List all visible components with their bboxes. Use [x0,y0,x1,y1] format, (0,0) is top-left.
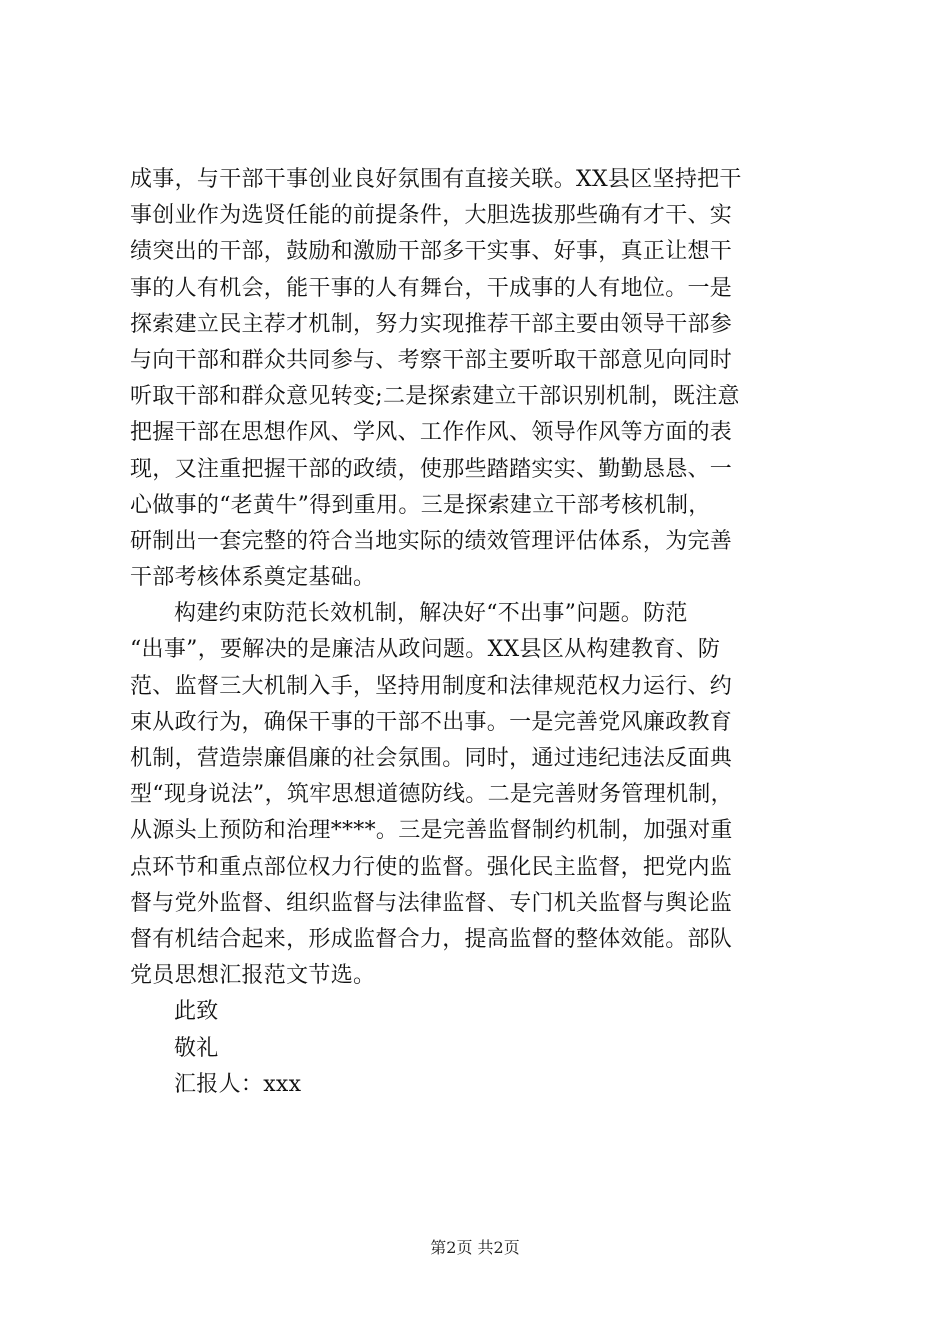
paragraph-line: 事的人有机会，能干事的人有舞台，干成事的人有地位。一是 [130,275,733,301]
paragraph-line: 干部考核体系奠定基础。 [130,565,376,591]
paragraph-line: 督与党外监督、组织监督与法律监督、专门机关监督与舆论监 [130,890,733,916]
paragraph-line: 从源头上预防和治理****。三是完善监督制约机制，加强对重 [130,818,733,844]
reporter-signature: 汇报人：xxx [174,1071,302,1097]
paragraph-line: 范、监督三大机制入手，坚持用制度和法律规范权力运行、约 [130,673,733,699]
paragraph-line: 心做事的“老黄牛”得到重用。三是探索建立干部考核机制， [130,492,711,518]
paragraph-line: 束从政行为，确保干事的干部不出事。一是完善党风廉政教育 [130,709,733,735]
paragraph-line: 绩突出的干部，鼓励和激励干部多干实事、好事，真正让想干 [130,239,733,265]
closing-regards: 敬礼 [174,1035,219,1061]
paragraph-line: 成事，与干部干事创业良好氛围有直接关联。XX县区坚持把干 [130,167,742,192]
paragraph-line: 现，又注重把握干部的政绩，使那些踏踏实实、勤勤恳恳、一 [130,456,733,482]
paragraph-line: 与向干部和群众共同参与、考察干部主要听取干部意见向同时 [130,347,733,373]
paragraph-line: 机制，营造崇廉倡廉的社会氛围。同时，通过违纪违法反面典 [130,746,733,771]
paragraph-line: 督有机结合起来，形成监督合力，提高监督的整体效能。部队 [130,926,733,952]
paragraph-line: 党员思想汇报范文节选。 [130,963,376,989]
paragraph-line: 事创业作为选贤任能的前提条件，大胆选拔那些确有才干、实 [130,203,733,229]
paragraph-line: 点环节和重点部位权力行使的监督。强化民主监督，把党内监 [130,854,733,880]
paragraph-line: 型“现身说法”，筑牢思想道德防线。二是完善财务管理机制， [130,782,733,808]
page-number-footer: 第2页 共2页 [430,1238,520,1257]
paragraph-line: 构建约束防范长效机制，解决好“不出事”问题。防范 [174,601,688,627]
paragraph-line: 听取干部和群众意见转变;二是探索建立干部识别机制，既注意 [130,384,740,410]
paragraph-line: “出事”，要解决的是廉洁从政问题。XX县区从构建教育、防 [130,637,721,663]
paragraph-line: 探索建立民主荐才机制，努力实现推荐干部主要由领导干部参 [130,311,733,337]
paragraph-line: 把握干部在思想作风、学风、工作作风、领导作风等方面的表 [130,420,733,446]
closing-salutation: 此致 [174,999,219,1025]
document-body [130,162,840,1103]
paragraph-line: 研制出一套完整的符合当地实际的绩效管理评估体系，为完善 [130,528,733,554]
